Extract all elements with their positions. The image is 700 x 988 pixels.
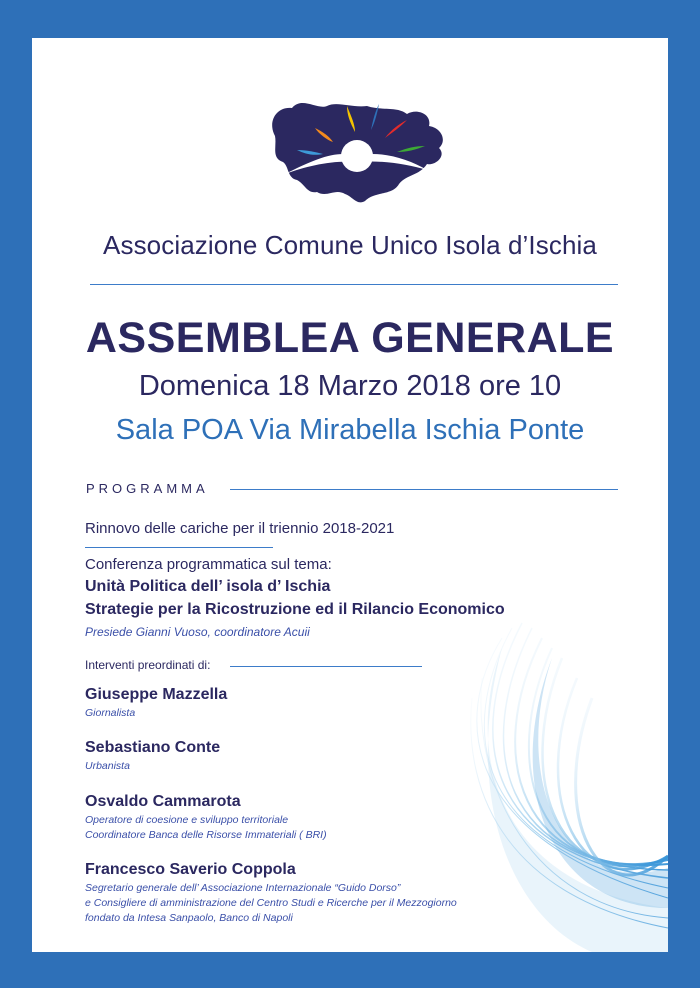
event-title: ASSEMBLEA GENERALE — [85, 314, 615, 362]
speaker-role: Coordinatore Banca delle Risorse Immateriali ( BRI) — [85, 829, 327, 841]
speaker-role: Segretario generale dell’ Associazione Internazionale “Guido Dorso” — [85, 882, 401, 894]
speaker-name: Sebastiano Conte — [85, 739, 221, 756]
divider-program — [230, 489, 618, 490]
speaker-role: fondato da Intesa Sanpaolo, Banco di Napoli — [85, 912, 293, 924]
speaker-name: Francesco Saverio Coppola — [85, 861, 296, 878]
event-venue: Sala POA Via Mirabella Ischia Ponte — [115, 414, 585, 446]
conference-intro: Conferenza programmatica sul tema: — [85, 556, 332, 573]
event-date: Domenica 18 Marzo 2018 ore 10 — [138, 370, 562, 402]
divider-renewal — [85, 547, 273, 548]
divider-top — [90, 284, 618, 285]
poster — [32, 38, 668, 952]
island-sun-logo — [257, 66, 457, 216]
speaker-name: Osvaldo Cammarota — [85, 793, 241, 810]
organization-name: Associazione Comune Unico Isola d’Ischia — [103, 230, 597, 260]
speaker-name: Giuseppe Mazzella — [85, 686, 228, 703]
chair-note: Presiede Gianni Vuoso, coordinatore Acuii — [85, 625, 310, 639]
theme-line-2: Strategie per la Ricostruzione ed il Rilancio Economico — [85, 601, 505, 618]
divider-speakers — [230, 666, 422, 667]
speakers-intro: Interventi preordinati di: — [85, 658, 211, 672]
speaker-role: Giornalista — [85, 707, 136, 719]
renewal-item: Rinnovo delle cariche per il triennio 2018-2021 — [85, 520, 395, 537]
speaker-role: Urbanista — [85, 760, 130, 772]
speaker-role: Operatore di coesione e sviluppo territoriale — [85, 814, 289, 826]
speaker-role: e Consigliere di amministrazione del Centro Studi e Ricerche per il Mezzogiorno — [85, 897, 457, 909]
program-label: PROGRAMMA — [86, 481, 209, 496]
theme-line-1: Unità Politica dell’ isola d’ Ischia — [85, 578, 331, 595]
